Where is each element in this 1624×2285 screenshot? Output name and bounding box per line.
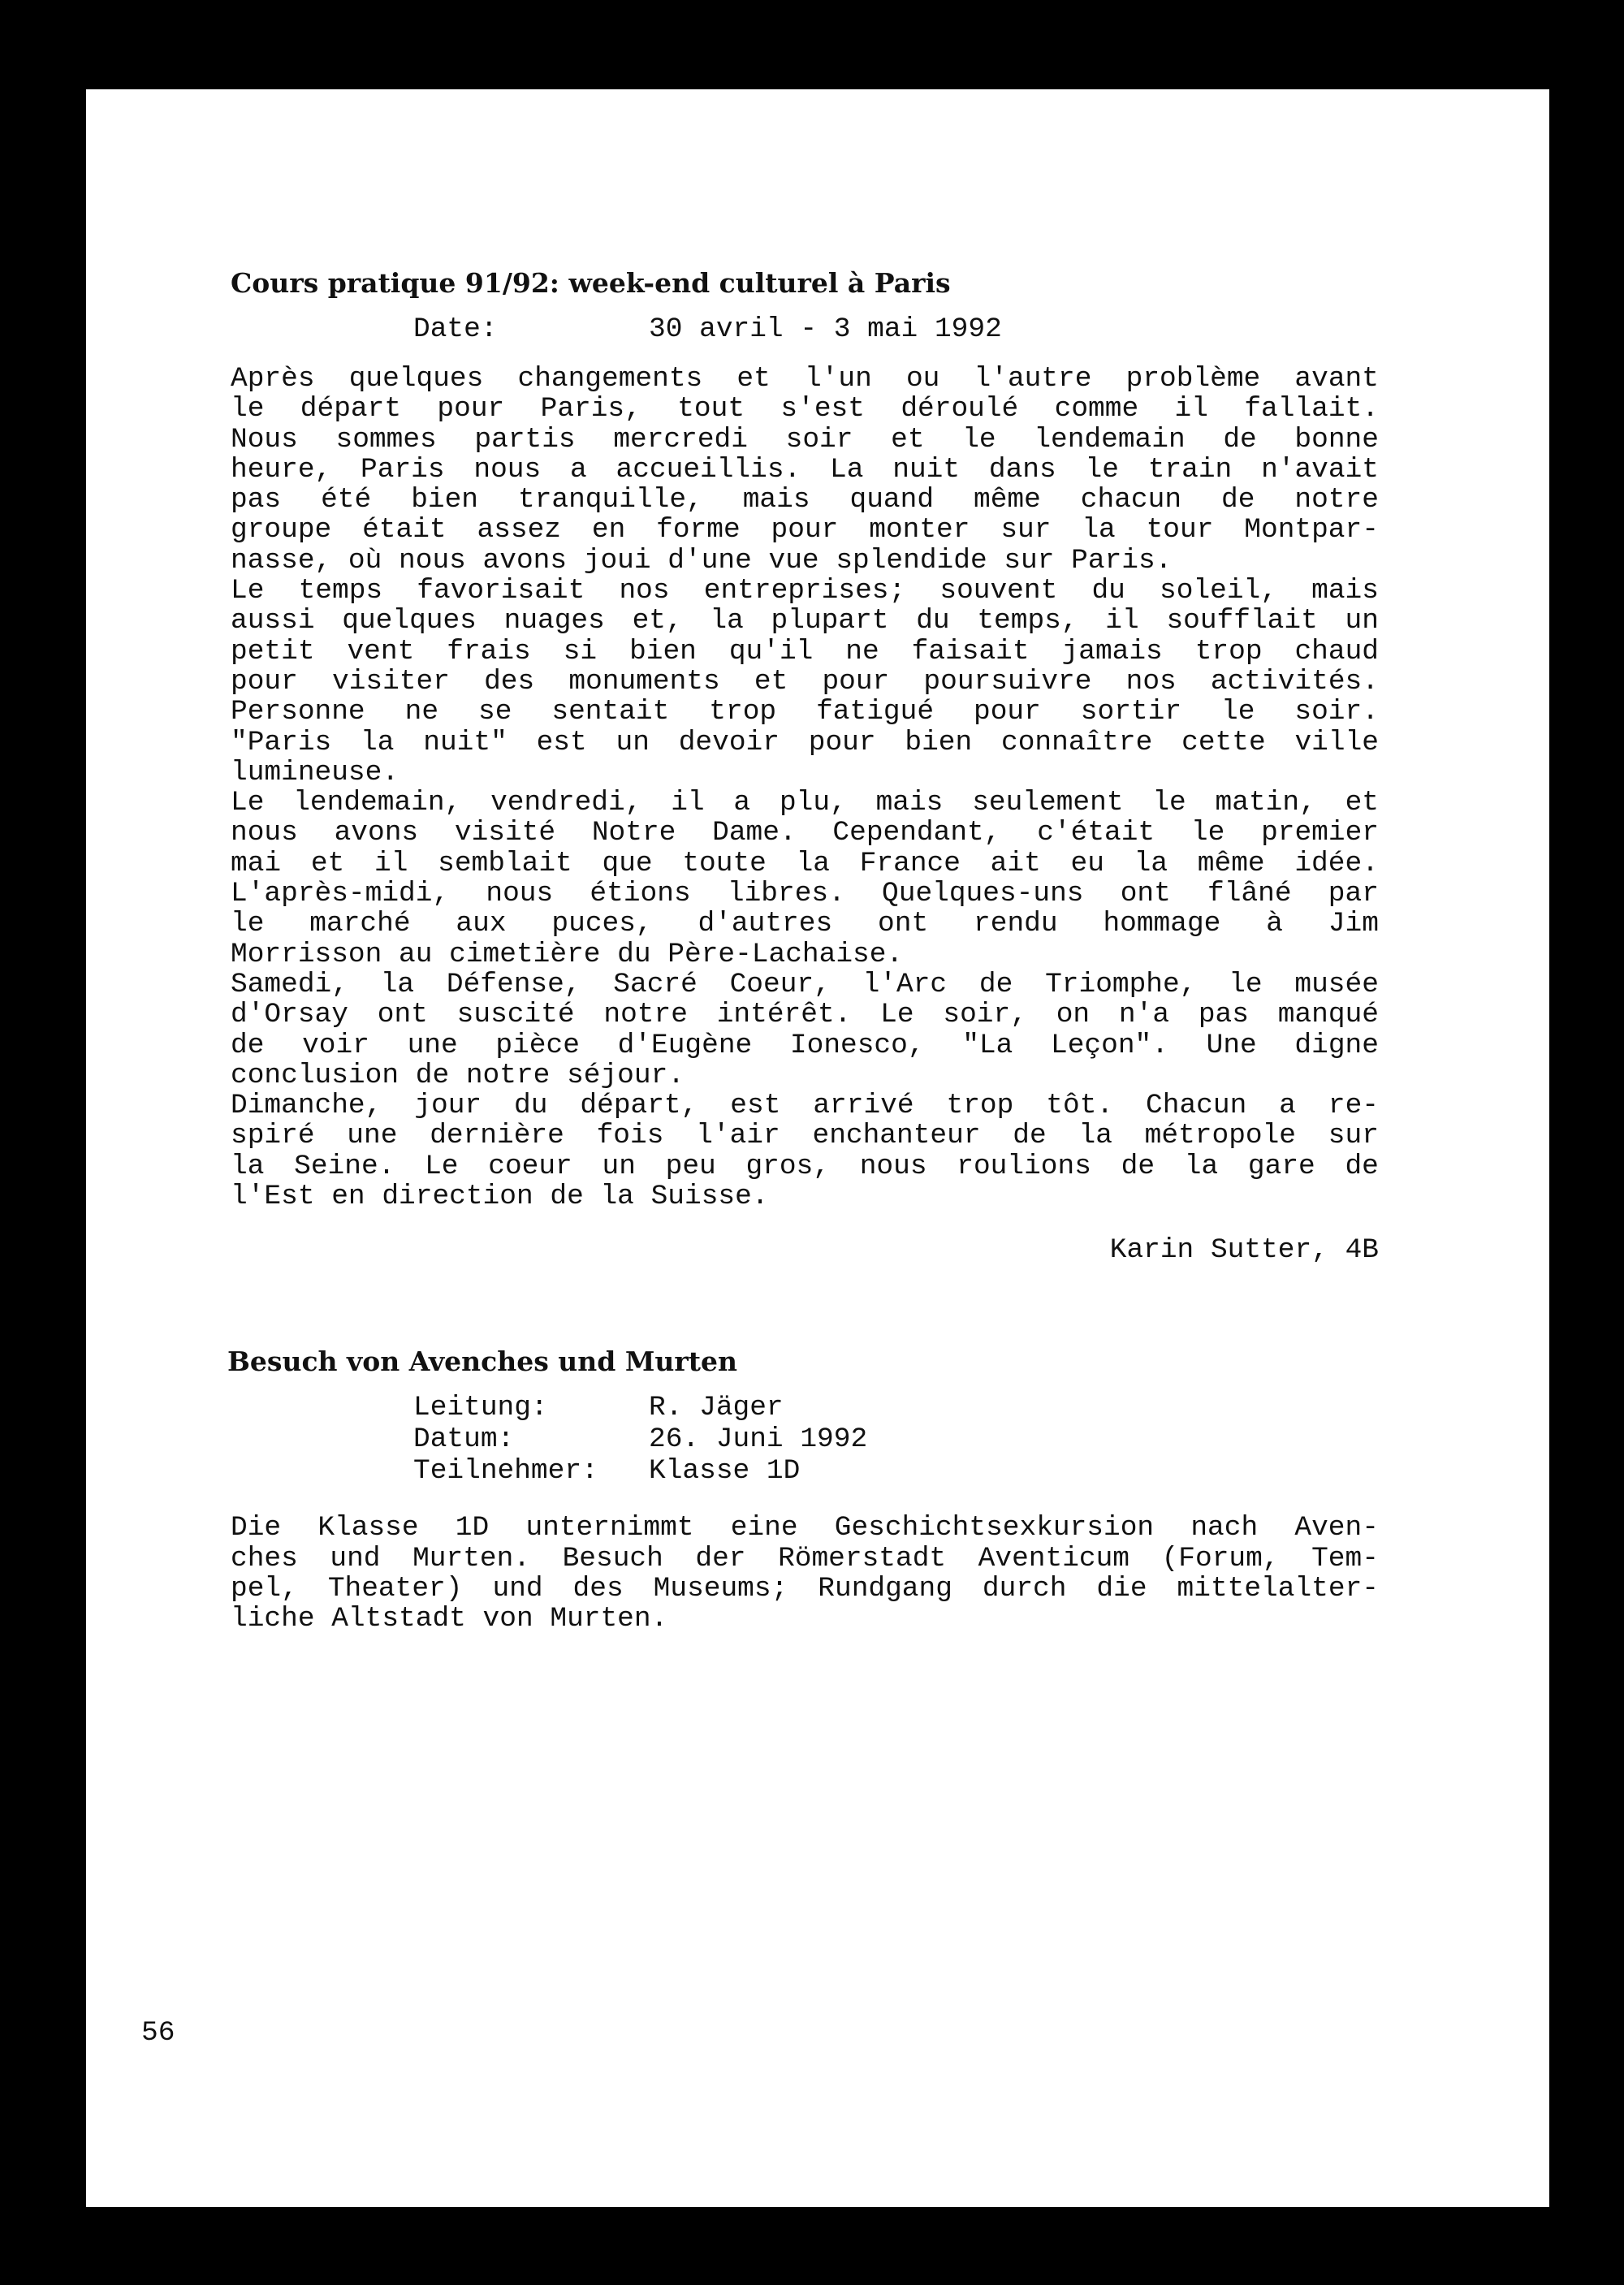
text-line: de voir une pièce d'Eugène Ionesco, "La Leçon". Une digne <box>231 1029 1379 1061</box>
text-line: pel, Theater) und des Museums; Rundgang durch die mittelalter- <box>231 1572 1379 1605</box>
text-line: conclusion de notre séjour. <box>231 1059 685 1091</box>
article-2-title: Besuch von Avenches und Murten <box>227 1346 737 1378</box>
article-1-author: Karin Sutter, 4B <box>1109 1234 1379 1267</box>
text-line: Le temps favorisait nos entreprises; souvent du soleil, mais <box>231 575 1379 607</box>
meta-value: 26. Juni 1992 <box>649 1423 868 1456</box>
text-line: liche Altstadt von Murten. <box>231 1603 668 1635</box>
date-value: 30 avril - 3 mai 1992 <box>649 313 1002 345</box>
meta-label: Datum: <box>413 1423 515 1456</box>
text-line: Die Klasse 1D unternimmt eine Geschichtsexkursion nach Aven- <box>231 1512 1379 1544</box>
text-line: Le lendemain, vendredi, il a plu, mais seulement le matin, et <box>231 787 1379 819</box>
text-line: Morrisson au cimetière du Père-Lachaise. <box>231 938 904 970</box>
text-line: l'Est en direction de la Suisse. <box>231 1181 769 1213</box>
meta-row-leitung <box>413 1392 1379 1423</box>
page-content <box>227 263 1379 1635</box>
text-line: Nous sommes partis mercredi soir et le lendemain de bonne <box>231 423 1379 456</box>
text-line: la Seine. Le coeur un peu gros, nous roulions de la gare de <box>231 1150 1379 1182</box>
text-line: petit vent frais si bien qu'il ne faisait jamais trop chaud <box>231 635 1379 667</box>
text-line: Après quelques changements et l'un ou l'autre problème avant <box>231 363 1379 395</box>
article-2-body <box>231 1513 1379 1634</box>
meta-value: R. Jäger <box>649 1392 784 1424</box>
meta-row-teilnehmer <box>413 1455 1379 1487</box>
text-line: groupe était assez en forme pour monter sur la tour Montpar- <box>231 514 1379 546</box>
text-line: Dimanche, jour du départ, est arrivé trop tôt. Chacun a re- <box>231 1090 1379 1122</box>
meta-row-datum <box>413 1423 1379 1455</box>
document-page <box>86 89 1549 2207</box>
text-line: aussi quelques nuages et, la plupart du temps, il soufflait un <box>231 605 1379 637</box>
page-number: 56 <box>141 2017 175 2049</box>
text-line: le marché aux puces, d'autres ont rendu hommage à Jim <box>231 908 1379 940</box>
date-row <box>413 313 1379 345</box>
text-line: pas été bien tranquille, mais quand même chacun de notre <box>231 484 1379 516</box>
article-2-meta <box>231 1392 1379 1487</box>
text-line: Personne ne se sentait trop fatigué pour sortir le soir. <box>231 696 1379 728</box>
article-1-body <box>231 364 1379 1212</box>
text-line: Samedi, la Défense, Sacré Coeur, l'Arc de Triomphe, le musée <box>231 968 1379 1000</box>
text-line: nasse, où nous avons joui d'une vue splendide sur Paris. <box>231 544 1173 577</box>
article-1-title: Cours pratique 91/92: week-end culturel à Paris <box>231 267 951 299</box>
text-line: ches und Murten. Besuch der Römerstadt Aventicum (Forum, Tem- <box>231 1542 1379 1574</box>
text-line: nous avons visité Notre Dame. Cependant, c'était le premier <box>231 817 1379 849</box>
text-line: le départ pour Paris, tout s'est déroulé comme il fallait. <box>231 393 1379 425</box>
text-line: mai et il semblait que toute la France ait eu la même idée. <box>231 847 1379 879</box>
text-line: "Paris la nuit" est un devoir pour bien connaître cette ville <box>231 726 1379 758</box>
text-line: spiré une dernière fois l'air enchanteur de la métropole sur <box>231 1120 1379 1152</box>
text-line: heure, Paris nous a accueillis. La nuit dans le train n'avait <box>231 453 1379 486</box>
meta-label: Leitung: <box>413 1392 548 1424</box>
meta-label: Teilnehmer: <box>413 1455 598 1488</box>
text-line: L'après-midi, nous étions libres. Quelques-uns ont flâné par <box>231 878 1379 910</box>
text-line: d'Orsay ont suscité notre intérêt. Le soir, on n'a pas manqué <box>231 999 1379 1031</box>
date-label: Date: <box>413 313 498 345</box>
meta-value: Klasse 1D <box>649 1455 801 1488</box>
text-line: lumineuse. <box>231 756 400 788</box>
text-line: pour visiter des monuments et pour poursuivre nos activités. <box>231 665 1379 698</box>
